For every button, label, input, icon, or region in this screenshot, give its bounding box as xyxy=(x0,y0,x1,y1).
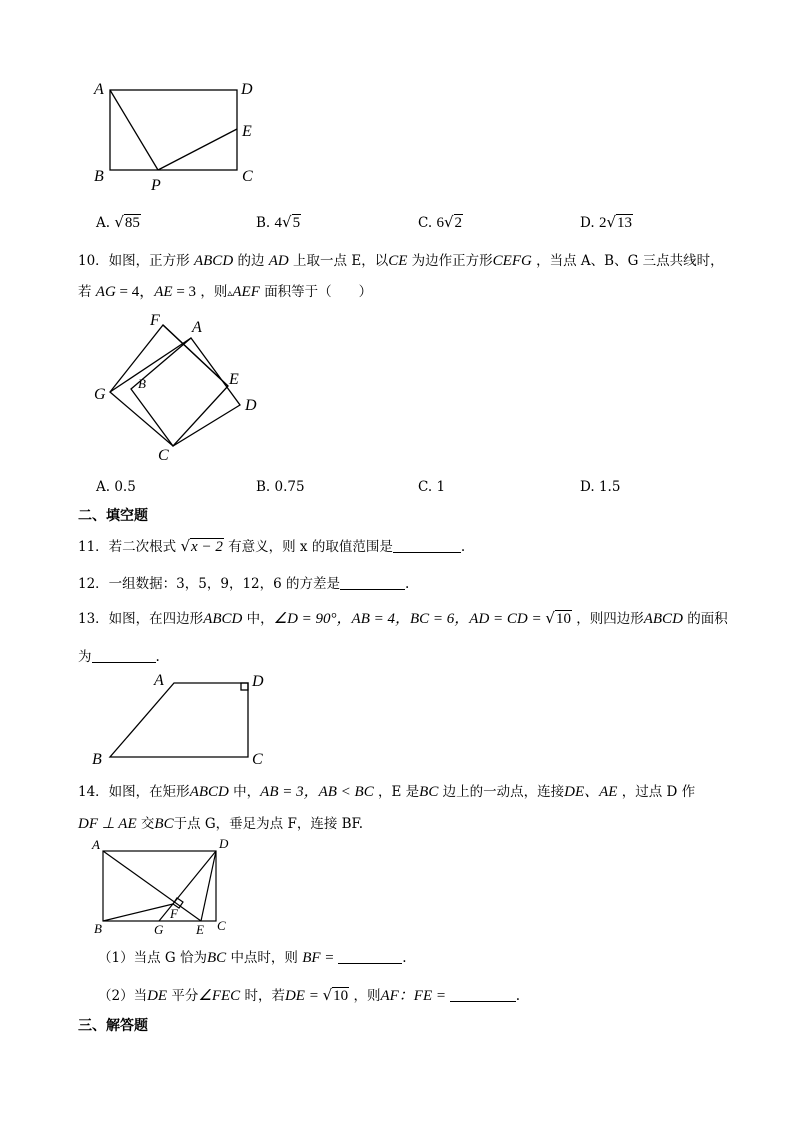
q14-line2 xyxy=(78,812,363,833)
q13-line1 xyxy=(78,607,728,628)
q14-end: . xyxy=(515,988,521,1004)
q14-math: DE xyxy=(147,988,168,1004)
q10-option-d-letter: D. xyxy=(580,479,595,495)
q10-text: 10．如图，正方形 xyxy=(78,253,190,269)
fig14-label-a: A xyxy=(92,837,100,852)
q13-text: 13．如图，在四边形 xyxy=(78,611,204,627)
q13-answer-blank[interactable] xyxy=(92,648,156,663)
q14-math: ABCD xyxy=(189,784,229,800)
q14-text: 中点时，则 xyxy=(230,950,298,966)
q9-option-c-sqrt: √2 xyxy=(443,213,462,231)
fig10-label-e: E xyxy=(229,371,239,388)
q14-math: DF ⊥ AE xyxy=(78,816,137,832)
fig9-label-b: B xyxy=(94,168,104,185)
q9-option-d-radicand: 13 xyxy=(617,215,632,231)
q14-math: AB = 3，AB < BC xyxy=(260,784,374,800)
q10-math: = 3 xyxy=(172,284,197,300)
q10-option-c xyxy=(418,479,445,495)
q14-math: BC xyxy=(419,784,439,800)
q11 xyxy=(78,535,465,556)
q13-radicand: 10 xyxy=(555,611,571,627)
q9-option-b-letter: B. xyxy=(256,215,271,231)
q10-math: AE xyxy=(154,284,173,300)
q9-option-b-coef: 4 xyxy=(274,215,283,231)
q10-math: = 4， xyxy=(115,284,155,300)
q9-option-d-letter: D. xyxy=(580,215,595,231)
q14-text: 中， xyxy=(233,784,261,800)
q11-sqrt: √x − 2 xyxy=(180,537,223,555)
q14-text: （2）当 xyxy=(98,988,148,1004)
fig10-label-b: B xyxy=(138,376,146,391)
q10-text: ，则 xyxy=(200,284,228,300)
q13-text: ，则四边形 xyxy=(576,611,644,627)
q10-text: 若 xyxy=(78,284,92,300)
fig10-label-f: F xyxy=(150,312,160,329)
q10-math: AD xyxy=(268,253,289,269)
q9-option-c-radicand: 2 xyxy=(454,215,462,231)
q10-text: 的边 xyxy=(237,253,265,269)
q10-option-b-value: 0.75 xyxy=(274,479,305,495)
q13-text: 中， xyxy=(246,611,274,627)
fig13-label-c: C xyxy=(252,751,263,768)
q10-option-a-value: 0.5 xyxy=(114,479,136,495)
q14-math: BF = xyxy=(302,950,339,966)
q14-text: 14．如图，在矩形 xyxy=(78,784,190,800)
q10-option-b-letter: B. xyxy=(256,479,271,495)
q14-math: ∠FEC xyxy=(198,988,241,1004)
q14-sub1-answer-blank[interactable] xyxy=(338,949,402,964)
q14-end: . xyxy=(402,950,407,966)
q14-text: ，则 xyxy=(353,988,381,1004)
q14-math: DE、AE xyxy=(564,784,618,800)
q13-math: ABCD xyxy=(643,611,683,627)
fig14-label-e: E xyxy=(196,922,204,937)
q14-math: BC xyxy=(154,816,174,832)
q9-option-c-coef: 6 xyxy=(436,215,444,231)
q10-line2 xyxy=(78,280,372,301)
figure-q14 xyxy=(88,834,238,940)
q9-option-d-coef: 2 xyxy=(598,215,607,231)
fig9-label-d: D xyxy=(241,81,253,98)
q9-option-d xyxy=(580,213,633,232)
q10-math: ABCD xyxy=(193,253,234,269)
q14-math: AF：FE = xyxy=(380,988,450,1004)
fig14-label-c: C xyxy=(217,918,226,933)
q11-end: . xyxy=(460,539,466,555)
q9-option-a-sqrt: √85 xyxy=(114,213,140,231)
q14-sub2 xyxy=(98,984,520,1005)
q14-text: 交 xyxy=(140,816,155,832)
figure-q13 xyxy=(88,668,278,768)
q14-radicand: 10 xyxy=(333,988,349,1004)
section-heading-fill-blank: 二、填空题 xyxy=(78,508,148,524)
q9-option-a xyxy=(96,213,141,232)
q12-end: . xyxy=(405,576,410,592)
q14-text: 边上的一动点，连接 xyxy=(442,784,565,800)
q9-option-b-sqrt: √5 xyxy=(282,213,301,231)
q14-text: 平分 xyxy=(171,988,199,1004)
q14-text: （1）当点 G 恰为 xyxy=(98,950,207,966)
q13-sqrt: √10 xyxy=(545,609,571,627)
q9-option-d-sqrt: √13 xyxy=(606,213,632,231)
figure-q9 xyxy=(80,70,280,200)
q14-text: ，E 是 xyxy=(378,784,420,800)
q11-radicand: x − 2 xyxy=(191,539,223,555)
q10-math: CE xyxy=(388,253,408,269)
q9-option-b xyxy=(256,213,301,232)
q10-option-d-value: 1.5 xyxy=(598,479,621,495)
q14-sub2-answer-blank[interactable] xyxy=(450,987,516,1002)
q13-math: ∠D = 90°，AB = 4，BC = 6，AD = CD = xyxy=(273,611,546,627)
q11-text: 有意义，则 x 的取值范围是 xyxy=(228,539,393,555)
q13-line2 xyxy=(78,645,160,665)
q14-line1 xyxy=(78,780,695,801)
fig10-label-g: G xyxy=(94,386,106,403)
q10-text: ，当点 A、B、G 三点共线时， xyxy=(536,253,724,269)
q11-text: 11．若二次根式 xyxy=(78,539,177,555)
q13-end: . xyxy=(155,649,160,665)
q9-option-c xyxy=(418,213,463,232)
triangle-symbol: ▵ xyxy=(227,288,233,299)
q13-math: ABCD xyxy=(203,611,243,627)
section-heading-answer: 三、解答题 xyxy=(78,1018,148,1034)
q10-option-d xyxy=(580,479,620,495)
q9-option-b-radicand: 5 xyxy=(292,215,301,231)
q13-text: 的面积 xyxy=(687,611,728,627)
q10-math: AEF xyxy=(232,284,260,300)
q10-option-c-letter: C. xyxy=(418,479,433,495)
q10-text: 面积等于（ ） xyxy=(264,284,373,300)
q9-option-a-letter: A. xyxy=(96,215,111,231)
q10-math: CEFG xyxy=(492,253,532,269)
fig10-label-a: A xyxy=(192,319,202,336)
q10-option-a xyxy=(96,479,136,495)
fig9-label-c: C xyxy=(242,168,253,185)
q14-text: 时，若 xyxy=(244,988,285,1004)
q9-option-a-radicand: 85 xyxy=(124,215,140,231)
fig14-label-f: F xyxy=(170,906,178,921)
q14-text: ，过点 D 作 xyxy=(621,784,696,800)
q14-sqrt: √10 xyxy=(322,986,349,1004)
fig9-label-a: A xyxy=(94,81,104,98)
q14-math: BC xyxy=(206,950,227,966)
q10-text: 上取一点 E，以 xyxy=(293,253,389,269)
fig14-label-b: B xyxy=(94,921,102,936)
fig13-label-b: B xyxy=(92,751,102,768)
q14-sub1 xyxy=(98,946,406,967)
q10-option-b xyxy=(256,479,305,495)
q12 xyxy=(78,572,409,592)
q11-answer-blank[interactable] xyxy=(393,538,461,553)
q10-math: AG xyxy=(95,284,116,300)
figure-q10 xyxy=(88,308,268,468)
q14-text: 于点 G，垂足为点 F，连接 BF. xyxy=(173,816,364,832)
fig10-label-c: C xyxy=(158,447,169,464)
q12-answer-blank[interactable] xyxy=(340,575,405,590)
q9-option-c-letter: C. xyxy=(418,215,433,231)
fig13-label-a: A xyxy=(154,672,164,689)
fig14-label-d: D xyxy=(219,836,229,851)
q10-line1 xyxy=(78,249,724,270)
q10-text: 为边作正方形 xyxy=(411,253,493,269)
q12-text: 12．一组数据：3，5，9，12，6 的方差是 xyxy=(78,576,341,592)
q10-option-c-value: 1 xyxy=(436,479,446,495)
fig13-label-d: D xyxy=(252,673,264,690)
fig9-label-e: E xyxy=(242,123,252,140)
fig10-label-d: D xyxy=(245,397,257,414)
fig9-label-p: P xyxy=(151,177,161,194)
q13-text: 为 xyxy=(78,649,92,665)
q14-math: DE = xyxy=(284,988,323,1004)
q10-option-a-letter: A. xyxy=(96,479,111,495)
fig14-label-g: G xyxy=(154,922,164,937)
